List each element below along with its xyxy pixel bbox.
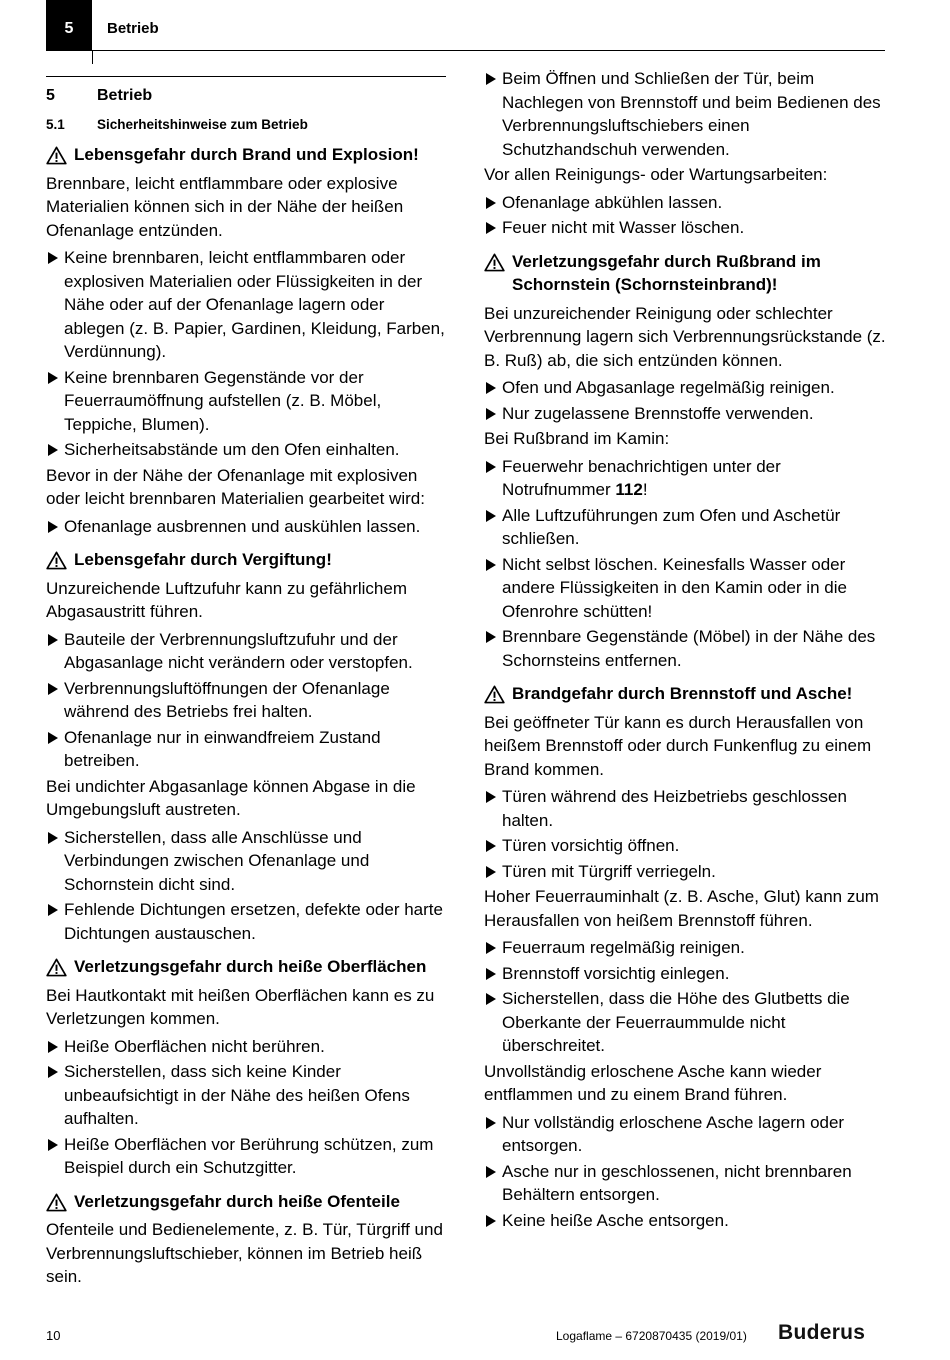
warning-triangle-icon [484, 685, 505, 704]
list-item [484, 834, 886, 858]
list-item-text: Keine brennbaren Gegenstände vor der Feuerraumöffnung aufstellen (z. B. Möbel, Teppiche, Blumen). [64, 367, 382, 434]
list-item-text: Alle Luftzuführungen zum Ofen und Aschetür schließen. [502, 505, 841, 548]
bullet-arrow-icon [486, 197, 496, 209]
spacer [46, 540, 446, 548]
bullet-arrow-icon [48, 1066, 58, 1078]
bullet-arrow-icon [486, 942, 496, 954]
emergency-number: 112 [615, 480, 643, 499]
warning-heading [46, 955, 446, 979]
list-item-text: Nur vollständig erloschene Asche lagern oder entsorgen. [502, 1112, 845, 1155]
paragraph: Bevor in der Nähe der Ofenanlage mit explosiven oder leicht brennbaren Materialien gearbeitet wird: [46, 465, 425, 508]
list-item-text: Keine heiße Asche entsorgen. [502, 1210, 729, 1230]
list-item [46, 246, 446, 364]
section-number: 5 [46, 87, 55, 104]
warning-text: Verletzungsgefahr durch heiße Ofenteile [74, 1191, 400, 1211]
bullet-arrow-icon [48, 1041, 58, 1053]
paragraph: Ofenteile und Bedienelemente, z. B. Tür, Türgriff und Verbrennungsluftschieber, können im Betrieb heiß sein. [46, 1220, 443, 1286]
warning-heading [46, 143, 446, 167]
list-item-text: Feuer nicht mit Wasser löschen. [502, 218, 745, 237]
bullet-arrow-icon [48, 444, 58, 456]
list-item [46, 1035, 446, 1059]
bullet-arrow-icon [486, 382, 496, 394]
paragraph: Bei Hautkontakt mit heißen Oberflächen kann es zu Verletzungen kommen. [46, 985, 435, 1028]
spacer [46, 1182, 446, 1190]
list-item [46, 726, 446, 773]
list-item-text: Ofenanlage abkühlen lassen. [502, 192, 723, 212]
bullet-arrow-icon [486, 1166, 496, 1178]
list-item [46, 366, 446, 437]
list-item-text: Ofen und Abgasanlage regelmäßig reinigen. [502, 378, 835, 397]
list-item [46, 628, 446, 675]
left-content [46, 143, 446, 1289]
bullet-arrow-icon [48, 832, 58, 844]
list-item [484, 376, 886, 400]
bullet-arrow-icon [48, 372, 58, 384]
list-item-text: Heiße Oberflächen vor Berührung schützen, zum Beispiel durch ein Schutzgitter. [64, 1134, 434, 1177]
paragraph: Unzureichende Luftzufuhr kann zu gefährlichem Abgasaustritt führen. [46, 578, 407, 621]
chapter-number: 5 [46, 0, 92, 51]
bullet-arrow-icon [486, 840, 496, 852]
paragraph: Bei Rußbrand im Kamin: [484, 429, 670, 448]
list-item-text: Verbrennungsluftöffnungen der Ofenanlage während des Betriebs frei halten. [64, 678, 390, 721]
paragraph: Unvollständig erloschene Asche kann wieder entflammen und zu einem Brand führen. [484, 1061, 822, 1104]
warning-triangle-icon [484, 253, 505, 272]
spacer [484, 674, 886, 682]
bullet-arrow-icon [486, 408, 496, 420]
list-item [484, 987, 886, 1058]
list-item [46, 515, 446, 539]
list-item-text: Bauteile der Verbrennungsluftzufuhr und der Abgasanlage nicht verändern oder verstopfen. [64, 629, 413, 672]
list-item-text: Keine brennbaren, leicht entflammbaren oder explosiven Materialien oder Flüssigkeiten in der Nähe oder auf der Ofenanlage lagern oder ablegen (z. B. Papier, Gardinen, Kleidung, Farben, Verdünnung). [64, 248, 445, 361]
spacer [484, 242, 886, 250]
bullet-arrow-icon [486, 73, 496, 85]
bullet-arrow-icon [48, 634, 58, 646]
bullet-arrow-icon [486, 1117, 496, 1129]
bullet-arrow-icon [48, 252, 58, 264]
list-item-text: Feuerraum regelmäßig reinigen. [502, 938, 745, 957]
warning-text: Lebensgefahr durch Brand und Explosion! [74, 145, 419, 164]
warning-text: Verletzungsgefahr durch heiße Oberflächen [74, 957, 427, 976]
list-item-text: Beim Öffnen und Schließen der Tür, beim Nachlegen von Brennstoff und beim Bedienen des Verbrennungsluftschiebers einen Schutzhandschuh verwenden. [502, 69, 881, 159]
header-divider [92, 50, 885, 51]
list-item [46, 898, 446, 945]
list-item [46, 1060, 446, 1131]
header-tick [92, 51, 93, 64]
chapter-title: Betrieb [107, 20, 159, 37]
bullet-arrow-icon [486, 510, 496, 522]
bullet-arrow-icon [48, 521, 58, 533]
warning-heading [46, 1190, 446, 1214]
section-heading [46, 84, 446, 108]
list-item-suffix: ! [642, 480, 648, 499]
section-divider [46, 76, 446, 77]
left-column [46, 76, 446, 1293]
bullet-arrow-icon [486, 866, 496, 878]
list-item [484, 860, 886, 884]
list-item-text: Nicht selbst löschen. Keinesfalls Wasser oder andere Flüssigkeiten in den Kamin oder in die Ofenrohre schütten! [502, 554, 847, 621]
warning-triangle-icon [46, 146, 67, 165]
paragraph: Bei undichter Abgasanlage können Abgase in die Umgebungsluft austreten. [46, 776, 416, 819]
list-item [484, 1160, 886, 1207]
list-item-text: Heiße Oberflächen nicht berühren. [64, 1036, 325, 1056]
warning-heading [484, 250, 886, 297]
list-item [484, 625, 886, 672]
paragraph: Vor allen Reinigungs- oder Wartungsarbeiten: [484, 165, 828, 184]
bullet-arrow-icon [48, 904, 58, 916]
paragraph: Hoher Feuerrauminhalt (z. B. Asche, Glut) kann zum Herausfallen von heißem Brennstoff führen. [484, 887, 879, 930]
list-item [46, 438, 446, 462]
list-item [484, 191, 886, 215]
list-item [484, 216, 886, 240]
list-item-text: Brennstoff vorsichtig einlegen. [502, 963, 730, 983]
warning-triangle-icon [46, 551, 67, 570]
bullet-arrow-icon [48, 683, 58, 695]
list-item-text: Ofenanlage ausbrennen und auskühlen lassen. [64, 516, 421, 536]
warning-heading [46, 548, 446, 572]
list-item-text: Sicherstellen, dass sich keine Kinder unbeaufsichtigt in der Nähe des heißen Ofens aufhalten. [64, 1062, 410, 1128]
bullet-arrow-icon [486, 631, 496, 643]
warning-text: Verletzungsgefahr durch Rußbrand im Schornstein (Schornsteinbrand)! [512, 251, 821, 294]
list-item-text: Sicherheitsabstände um den Ofen einhalten. [64, 440, 400, 459]
bullet-arrow-icon [48, 732, 58, 744]
bullet-arrow-icon [486, 968, 496, 980]
spacer [46, 947, 446, 955]
subsection-heading [46, 115, 446, 135]
list-item-text: Ofenanlage nur in einwandfreiem Zustand betreiben. [64, 727, 381, 770]
document-reference: Logaflame – 6720870435 (2019/01) [556, 1329, 747, 1343]
page-header [46, 0, 885, 51]
list-item [484, 936, 886, 960]
list-item [46, 1133, 446, 1180]
subsection-title: Sicherheitshinweise zum Betrieb [97, 117, 308, 132]
list-item-text: Asche nur in geschlossenen, nicht brennbaren Behältern entsorgen. [502, 1161, 852, 1204]
list-item [484, 553, 886, 624]
list-item [484, 1209, 886, 1233]
list-item [484, 962, 886, 986]
right-column [484, 67, 886, 1234]
list-item-text: Türen mit Türgriff verriegeln. [502, 861, 716, 881]
right-content [484, 67, 886, 1232]
subsection-number: 5.1 [46, 117, 65, 132]
list-item [484, 504, 886, 551]
list-item-text: Türen vorsichtig öffnen. [502, 836, 680, 855]
list-item [46, 677, 446, 724]
list-item [484, 455, 886, 502]
warning-text: Lebensgefahr durch Vergiftung! [74, 550, 332, 569]
list-item-text: Fehlende Dichtungen ersetzen, defekte oder harte Dichtungen austauschen. [64, 900, 443, 943]
bullet-arrow-icon [48, 1139, 58, 1151]
list-item-text: Brennbare Gegenstände (Möbel) in der Nähe des Schornsteins entfernen. [502, 627, 876, 670]
bullet-arrow-icon [486, 461, 496, 473]
list-item-text: Türen während des Heizbetriebs geschlossen halten. [502, 787, 847, 830]
bullet-arrow-icon [486, 993, 496, 1005]
list-item [484, 67, 886, 161]
warning-triangle-icon [46, 958, 67, 977]
bullet-arrow-icon [486, 791, 496, 803]
list-item-text: Sicherstellen, dass alle Anschlüsse und Verbindungen zwischen Ofenanlage und Schornstein dicht sind. [64, 827, 370, 894]
warning-heading [484, 682, 886, 706]
list-item-text: Feuerwehr benachrichtigen unter der Notrufnummer [502, 456, 781, 499]
paragraph: Bei unzureichender Reinigung oder schlechter Verbrennung lagern sich Verbrennungsrückstande (z. B. Ruß) ab, die sich entzünden können. [484, 303, 886, 370]
list-item [46, 826, 446, 897]
paragraph: Bei geöffneter Tür kann es durch Herausfallen von heißem Brennstoff oder durch Funkenflug zu einem Brand kommen. [484, 712, 872, 779]
list-item [484, 1111, 886, 1158]
warning-triangle-icon [46, 1193, 67, 1212]
list-item [484, 402, 886, 426]
bullet-arrow-icon [486, 1215, 496, 1227]
paragraph: Brennbare, leicht entflammbare oder explosive Materialien können sich in der Nähe der heißen Ofenanlage entzünden. [46, 173, 404, 240]
list-item [484, 785, 886, 832]
bullet-arrow-icon [486, 559, 496, 571]
list-item-text: Sicherstellen, dass die Höhe des Glutbetts die Oberkante der Feuerraummulde nicht überschreitet. [502, 989, 850, 1055]
page-number: 10 [46, 1328, 61, 1343]
buderus-logo: Buderus [778, 1321, 866, 1344]
list-item-text: Nur zugelassene Brennstoffe verwenden. [502, 403, 814, 423]
bullet-arrow-icon [486, 222, 496, 234]
section-title: Betrieb [97, 87, 153, 104]
warning-text: Brandgefahr durch Brennstoff und Asche! [512, 684, 853, 703]
